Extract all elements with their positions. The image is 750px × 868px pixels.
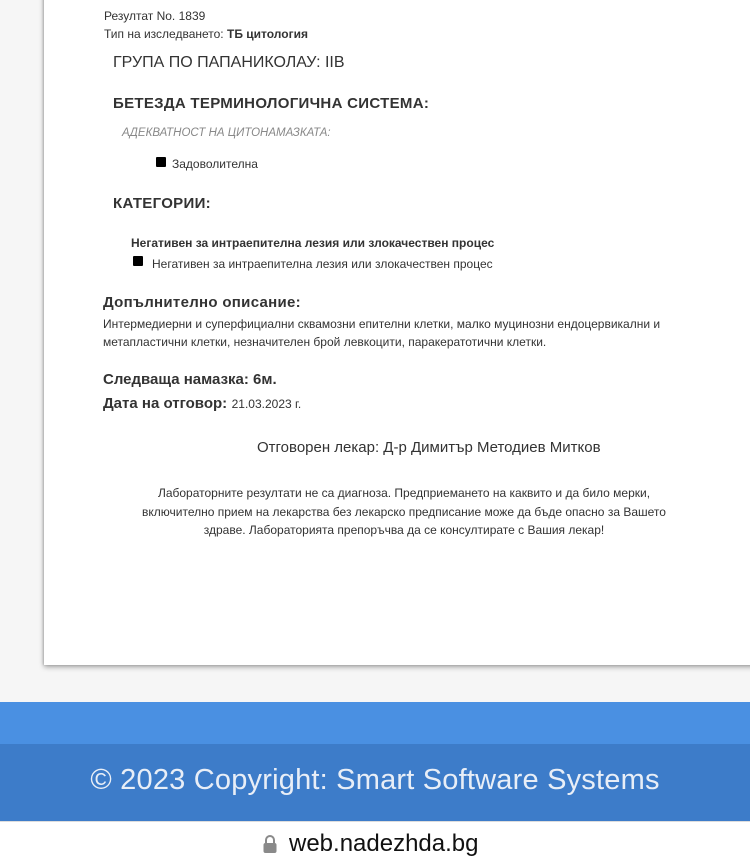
answer-date-label: Дата на отговор: [103,395,228,412]
description-line-1: Интермедиерни и суперфициални сквамозни епителни клетки, малко муцинозни ендоцервикални и [103,317,661,331]
exam-type-value: ТБ цитология [227,27,308,41]
responsible-doctor: Отговорен лекар: Д-р Димитър Методиев Митков [257,439,601,456]
bullet-square-icon [133,256,143,266]
browser-url[interactable]: web.nadezhda.bg [289,830,479,857]
bethesda-heading: БЕТЕЗДА ТЕРМИНОЛОГИЧНА СИСТЕМА: [113,95,430,112]
description-heading: Допълнително описание: [103,294,301,311]
answer-date-value: 21.03.2023 г. [231,397,302,411]
footer-bar-top [0,702,750,744]
bullet-square-icon [156,157,166,167]
lock-icon [262,834,278,854]
category-item: Негативен за интраепителна лезия или злокачествен процес [152,257,493,271]
answer-date [103,395,301,413]
next-smear: Следваща намазка: 6м. [103,371,277,388]
categories-heading: КАТЕГОРИИ: [113,195,211,212]
result-number: Резултат No. 1839 [104,9,206,23]
description-line-2: метапластични клетки, незначителен брой левкоцити, паракератотични клетки. [103,335,547,349]
exam-type-label: Тип на изследването: [104,27,224,41]
footer-copyright: © 2023 Copyright: Smart Software Systems [90,764,660,796]
papanicolaou-group: ГРУПА ПО ПАПАНИКОЛАУ: IIB [113,54,345,71]
disclaimer-line-3: здраве. Лабораторията препоръчва да се консултирате с Вашия лекар! [203,523,605,537]
disclaimer-line-1: Лабораторните резултати не са диагноза. Предприемането на каквито и да било мерки, [157,486,651,500]
disclaimer-line-2: включително прием на лекарства без лекарско предписание може да бъде опасно за Вашето [142,504,666,519]
categories-subheading: Негативен за интраепителна лезия или злокачествен процес [131,236,495,250]
disclaimer [0,484,750,540]
adequacy-value: Задоволителна [172,157,258,171]
exam-type [104,27,308,41]
adequacy-label: АДЕКВАТНОСТ НА ЦИТОНАМАЗКАТА: [122,127,331,139]
